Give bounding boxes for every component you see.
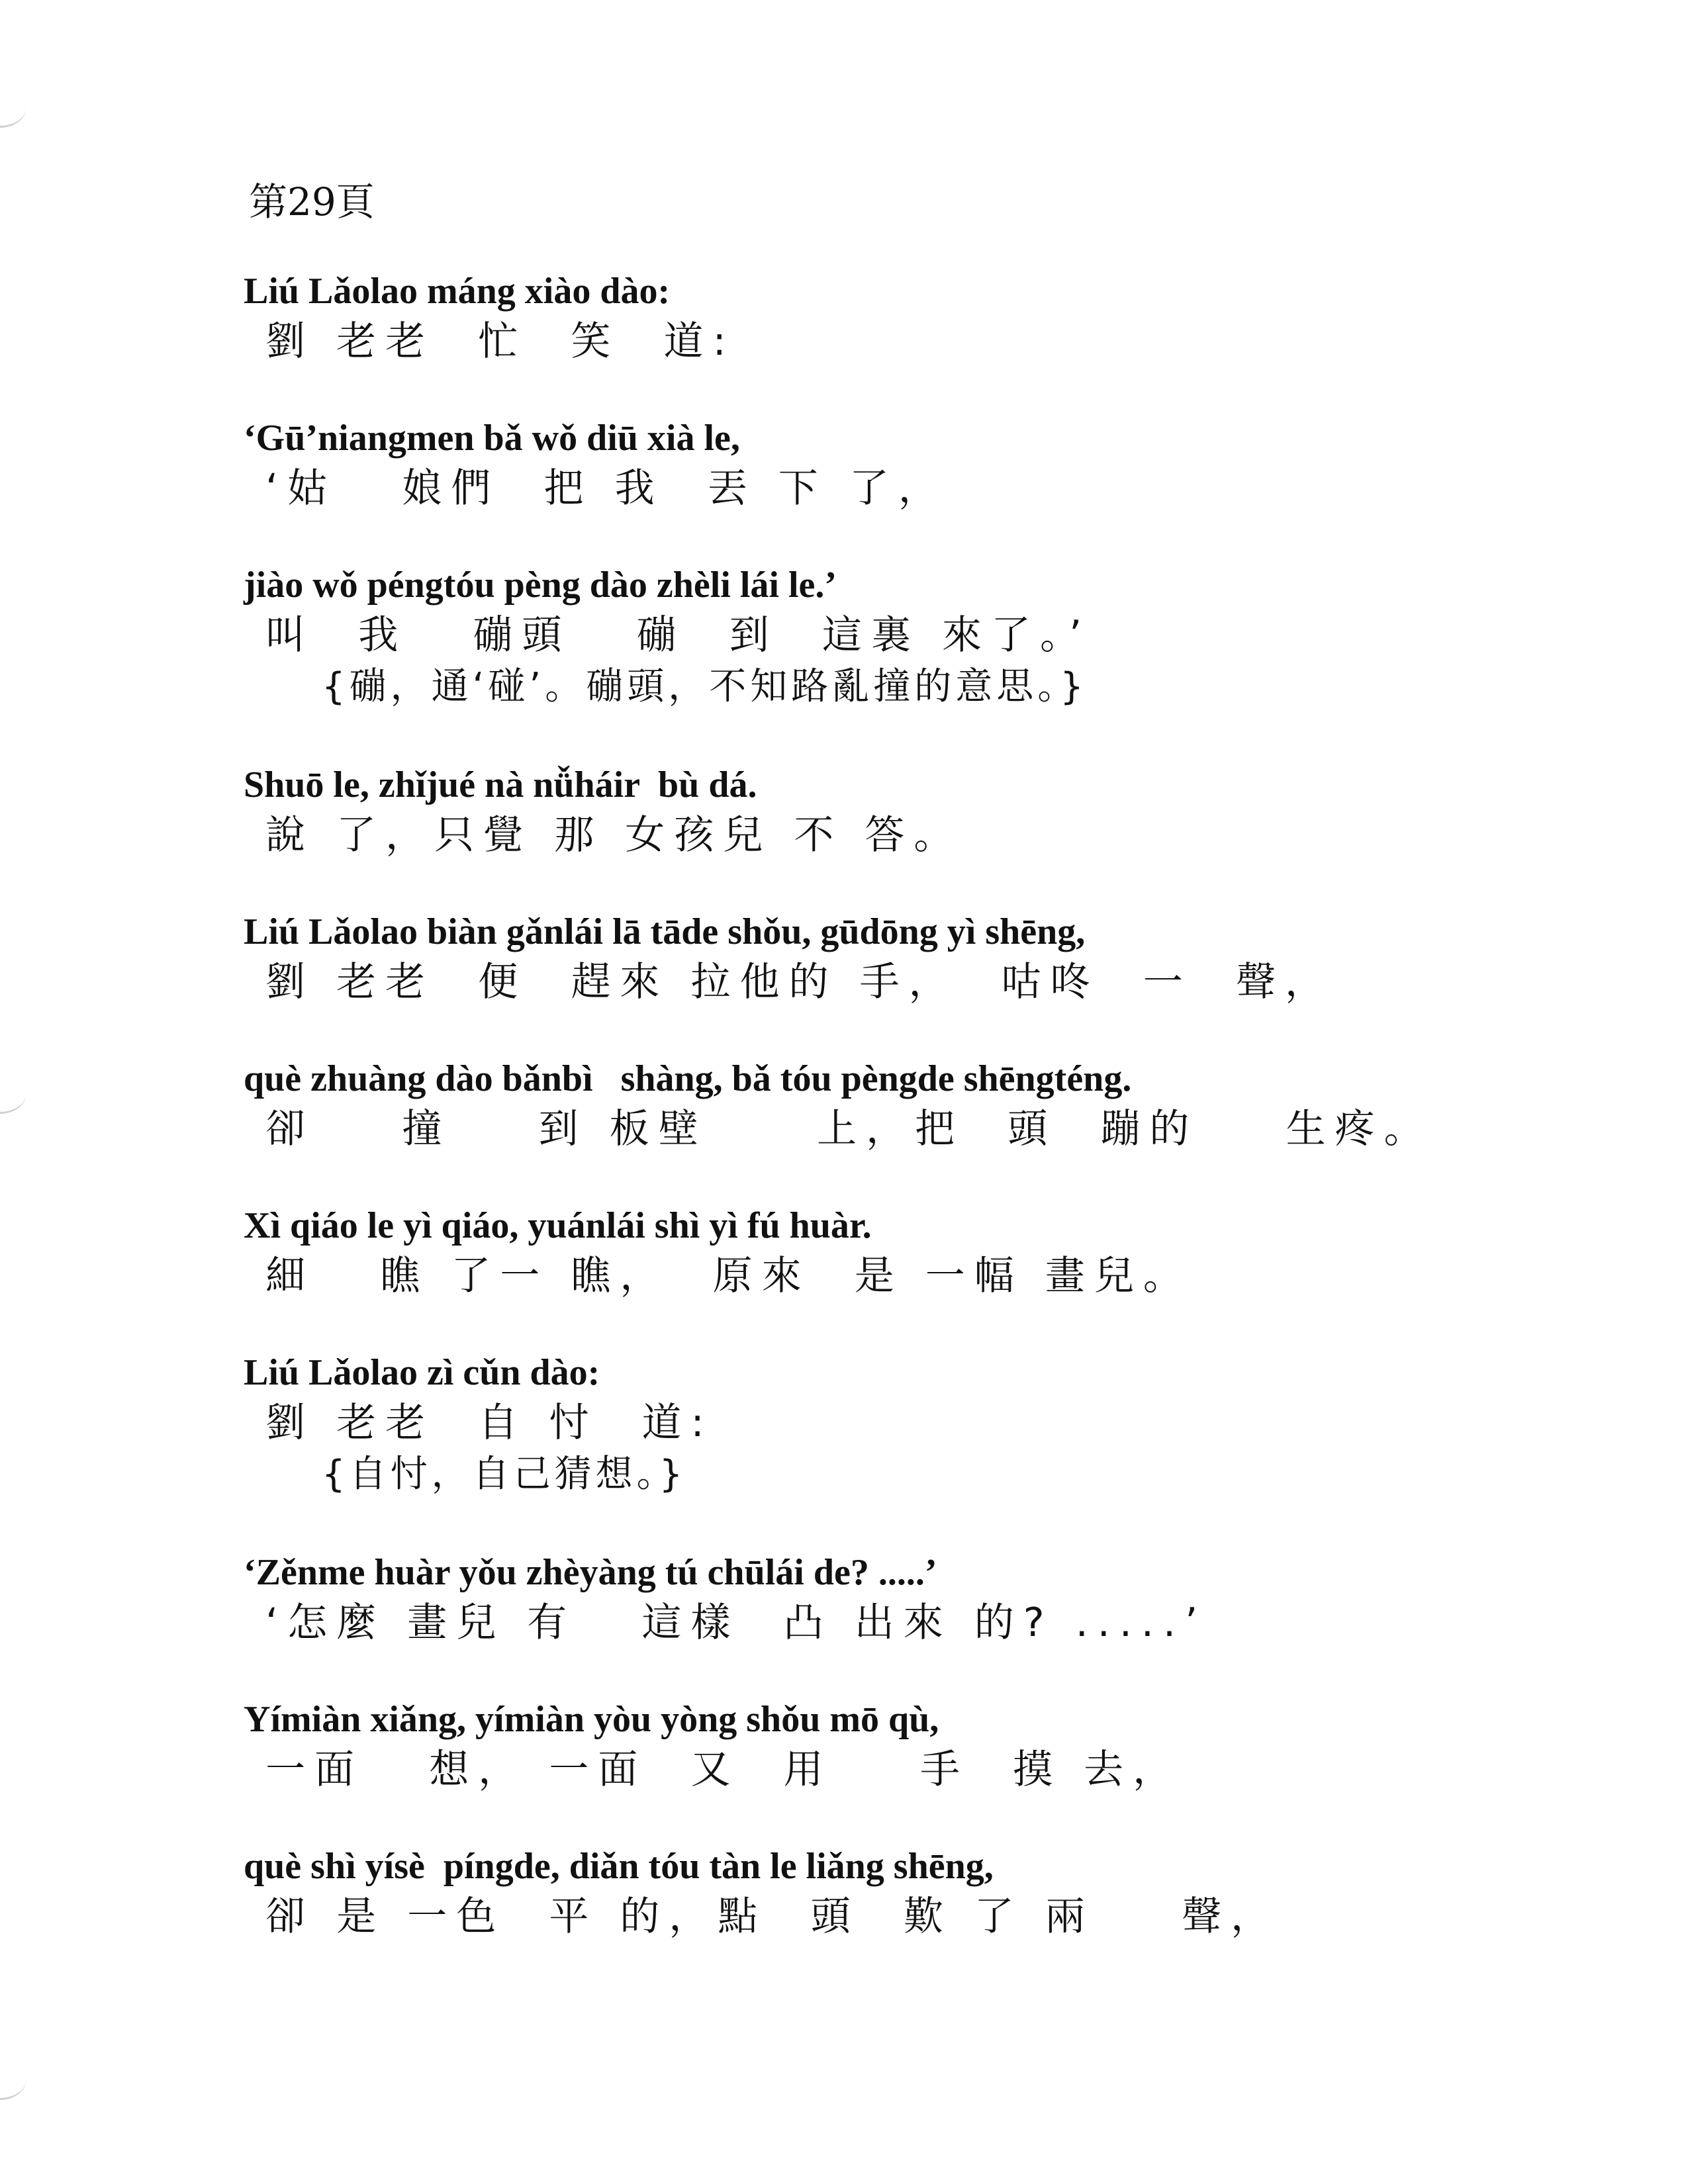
pinyin-line: ‘Zěnme huàr yǒu zhèyàng tú chūlái de? .....’ [244, 1552, 937, 1593]
text-block [244, 1201, 1501, 1301]
chinese-line: 劉 老老 便 趕來 拉他的 手， 咕咚 一 聲， [244, 959, 1335, 1005]
pinyin-line: Liú Lǎolao zì cǔn dào: [244, 1352, 600, 1393]
text-block [244, 760, 1501, 860]
chinese-line: 細 瞧 了一 瞧， 原來 是 一幅 畫兒。 [244, 1253, 1192, 1299]
text-block [244, 1694, 1501, 1795]
binder-hole-mark [0, 2058, 26, 2100]
text-block [244, 1841, 1501, 1942]
chinese-line: 卻 是 一色 平 的，點 頭 歎 了 兩 聲， [244, 1893, 1280, 1940]
chinese-line: 卻 撞 到 板壁 上，把 頭 蹦的 生疼。 [244, 1106, 1433, 1152]
pinyin-line: ‘Gū’niangmen bǎ wǒ diū xià le, [244, 418, 740, 459]
text-block [244, 1547, 1501, 1648]
pinyin-line: què zhuàng dào bǎnbì shàng, bǎ tóu pèngde shēngténg. [244, 1058, 1132, 1099]
chinese-line: 劉 老老 忙 笑 道: [244, 318, 735, 365]
pinyin-line: Yímiàn xiǎng, yímiàn yòu yòng shǒu mō qù, [244, 1699, 939, 1740]
chinese-line: 一面 想， 一面 又 用 手 摸 去， [244, 1747, 1182, 1793]
pinyin-line: jiào wǒ péngtóu pèng dào zhèli lái le.’ [244, 565, 837, 606]
annotation-note: {自忖，自己猜想。} [322, 1453, 687, 1496]
chinese-line: 叫 我 磞頭 磞 到 這裏 來了。’ [244, 612, 1092, 659]
text-block [244, 266, 1501, 367]
annotation-note: {磞，通‘碰’。磞頭，不知路亂撞的意思。} [322, 665, 1088, 708]
text-block [244, 413, 1501, 514]
pinyin-line: què shì yísè píngde, diǎn tóu tàn le liǎng shēng, [244, 1846, 994, 1887]
pinyin-line: Liú Lǎolao máng xiào dào: [244, 271, 671, 312]
text-block [244, 560, 1501, 713]
chinese-line: 劉 老老 自 忖 道: [244, 1400, 714, 1446]
text-block [244, 1347, 1501, 1501]
pinyin-line: Liú Lǎolao biàn gǎnlái lā tāde shǒu, gūdōng yì shēng, [244, 911, 1086, 952]
binder-hole-mark [0, 1072, 26, 1114]
binder-hole-mark [0, 86, 26, 128]
text-block [244, 907, 1501, 1007]
chinese-line: ‘姑 娘們 把 我 丟 下 了， [244, 465, 947, 512]
pinyin-line: Shuō le, zhǐjué nà nǚháir bù dá. [244, 764, 757, 805]
pinyin-line: Xì qiáo le yì qiáo, yuánlái shì yì fú huàr. [244, 1205, 872, 1246]
text-block [244, 1054, 1501, 1154]
chinese-line: ‘怎麼 畫兒 有 這樣 凸 出來 的? .....’ [244, 1600, 1207, 1646]
document-page [244, 171, 1501, 1988]
chinese-line: 說 了，只覺 那 女孩兒 不 答。 [244, 812, 963, 858]
page-title: 第29頁 [249, 179, 375, 224]
